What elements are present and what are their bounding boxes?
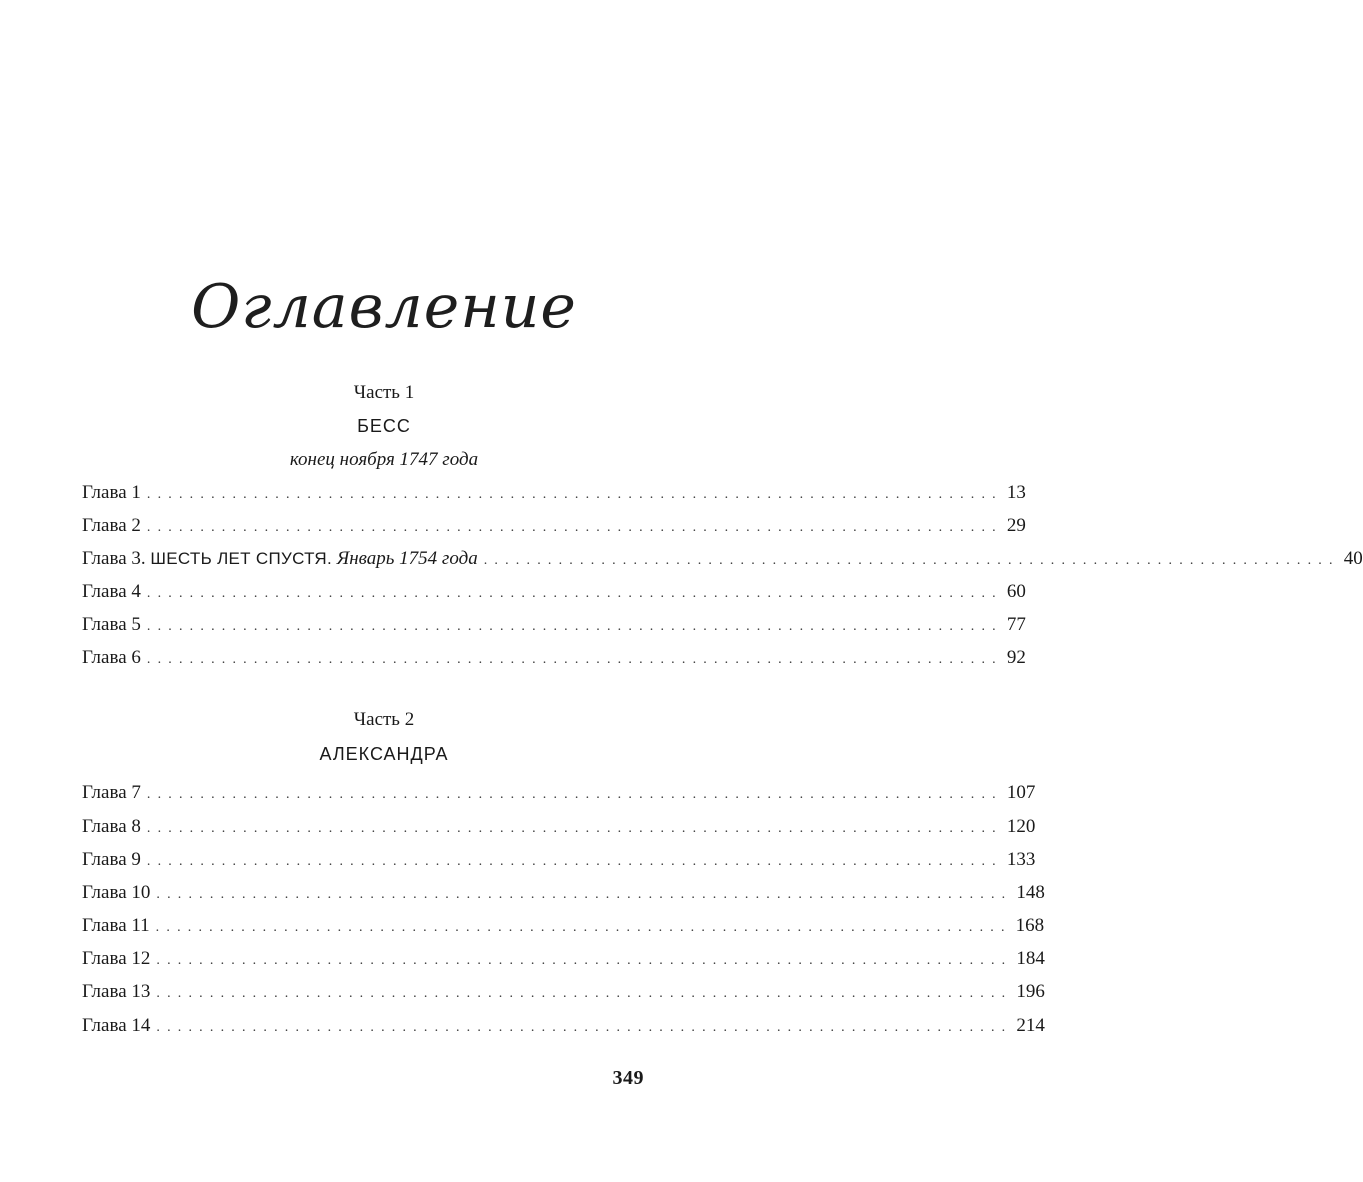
dot-leader: ................................................................................ (483, 553, 1340, 568)
dot-leader: ................................................................................ (156, 986, 1013, 1001)
chapter-page: 92 (1006, 647, 1026, 668)
toc-row[interactable] (82, 481, 1026, 505)
toc-row[interactable] (82, 613, 1026, 637)
chapter-label: Глава 12 (82, 948, 151, 969)
dot-leader: ................................................................................ (146, 619, 1003, 634)
part-1-name: БЕСС (357, 416, 411, 436)
dot-leader: ................................................................................ (156, 1020, 1013, 1035)
chapter-page: 168 (1015, 915, 1045, 936)
chapter-date: Январь 1754 года (336, 548, 478, 569)
toc-row[interactable] (82, 646, 1026, 670)
chapter-page: 184 (1016, 948, 1045, 969)
chapter-page: 148 (1016, 882, 1045, 903)
toc-row[interactable] (82, 547, 1363, 571)
dot-leader: ................................................................................ (146, 821, 1003, 836)
part-2-name: АЛЕКСАНДРА (319, 744, 449, 764)
toc-row[interactable] (82, 1014, 1045, 1038)
toc-row[interactable] (82, 781, 1036, 805)
chapter-label: Глава 14 (82, 1015, 151, 1036)
chapter-label: Глава 6 (82, 647, 141, 668)
page-number: 349 (612, 1067, 644, 1089)
toc-row[interactable] (82, 881, 1045, 905)
chapter-page: 60 (1006, 581, 1026, 602)
dot-leader: ................................................................................ (155, 920, 1012, 935)
chapter-label: Глава 10 (82, 882, 151, 903)
dot-leader: ................................................................................ (146, 652, 1003, 667)
toc-row[interactable] (82, 580, 1026, 604)
chapter-page: 77 (1006, 614, 1026, 635)
part-1-subtitle: конец ноября 1747 года (289, 449, 479, 470)
chapter-title: ШЕСТЬ ЛЕТ СПУСТЯ. (150, 549, 332, 568)
toc-row[interactable] (82, 514, 1026, 538)
chapter-page: 29 (1006, 515, 1026, 536)
dot-leader: ................................................................................ (146, 586, 1003, 601)
toc-row[interactable] (82, 947, 1045, 971)
chapter-label: Глава 1 (82, 482, 141, 503)
chapter-label: Глава 8 (82, 816, 141, 837)
chapter-page: 40 (1343, 548, 1363, 569)
dot-leader: ................................................................................ (156, 953, 1013, 968)
chapter-label: Глава 13 (82, 981, 151, 1002)
toc-row[interactable] (82, 848, 1036, 872)
chapter-label: Глава 5 (82, 614, 141, 635)
chapter-label: Глава 11 (82, 915, 150, 936)
dot-leader: ................................................................................ (156, 887, 1013, 902)
chapter-page: 13 (1006, 482, 1026, 503)
chapter-page: 107 (1006, 782, 1036, 803)
toc-title: Оглавление (191, 272, 577, 342)
dot-leader: ................................................................................ (146, 487, 1003, 502)
dot-leader: ................................................................................ (146, 520, 1003, 535)
chapter-page: 120 (1006, 816, 1036, 837)
chapter-page: 196 (1016, 981, 1045, 1002)
chapter-label (82, 547, 484, 571)
toc-row[interactable] (82, 980, 1045, 1004)
dot-leader: ................................................................................ (146, 787, 1003, 802)
chapter-page: 133 (1006, 849, 1036, 870)
part-1-label: Часть 1 (353, 382, 415, 403)
chapter-number: Глава 3. (82, 548, 151, 569)
dot-leader: ................................................................................ (146, 854, 1003, 869)
chapter-page: 214 (1016, 1015, 1045, 1036)
chapter-label: Глава 7 (82, 782, 141, 803)
chapter-label: Глава 2 (82, 515, 141, 536)
part-2-label: Часть 2 (353, 709, 415, 730)
toc-row[interactable] (82, 815, 1036, 839)
chapter-label: Глава 4 (82, 581, 141, 602)
chapter-label: Глава 9 (82, 849, 141, 870)
toc-row[interactable] (82, 914, 1045, 938)
